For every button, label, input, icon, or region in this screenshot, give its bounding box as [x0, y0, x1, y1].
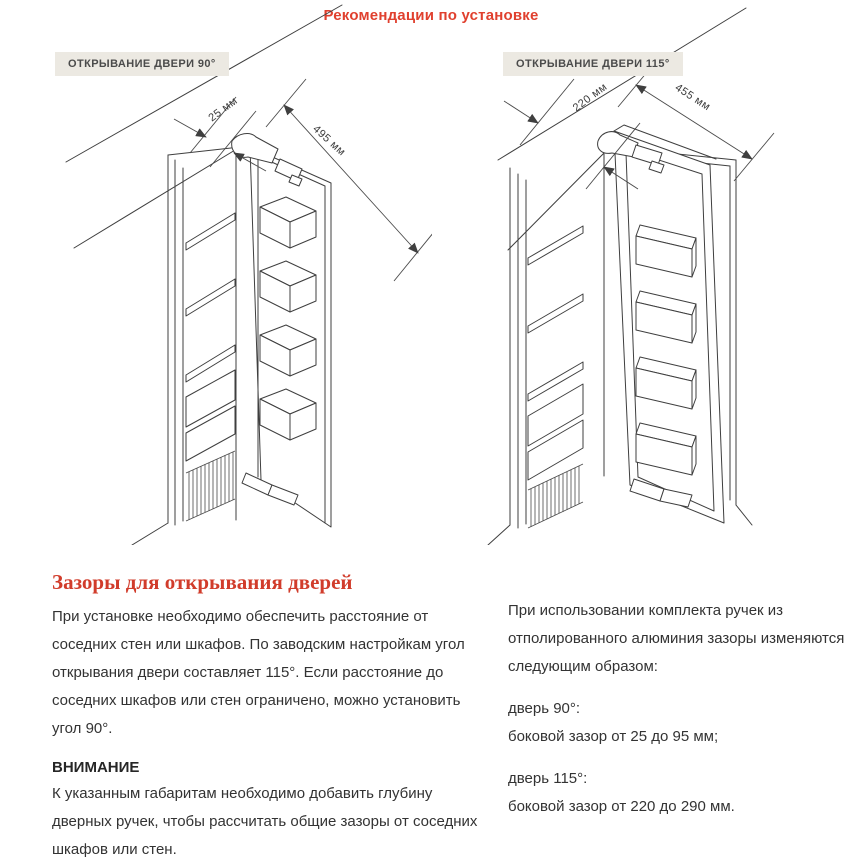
dimension-label-depth-115: 455 мм: [672, 81, 713, 114]
clearances-paragraph: При установке необходимо обеспечить расстояние от соседних стен или шкафов. По заводским настройкам угол открывания двери составляет 115°. Если расстояние до соседних шкафов или стен ограничено, можно установить угол 90°.: [52, 608, 465, 737]
door-open-115: [598, 125, 724, 523]
door-90-block: [508, 695, 854, 751]
door-115-block: [508, 765, 854, 821]
page-title: Рекомендации по установке: [323, 7, 539, 24]
shelves: [186, 213, 235, 382]
diagram-door-90-svg: [40, 0, 432, 545]
shelves: [528, 226, 583, 401]
clearances-section: [52, 570, 488, 864]
diagram-door-115: [486, 0, 862, 545]
door-90-clearance: боковой зазор от 25 до 95 мм;: [508, 728, 719, 745]
warning-title: ВНИМАНИЕ: [52, 759, 140, 776]
floor-edge: [488, 525, 510, 545]
ventilation-grille: [186, 451, 235, 521]
drawers: [528, 384, 583, 480]
door-open-90: [232, 134, 331, 527]
section-heading: Зазоры для открывания дверей: [52, 570, 353, 594]
cabinet-niche: [132, 147, 240, 545]
dimension-label-gap-115: 220 мм: [570, 80, 610, 115]
dimension-label-depth-90: 495 мм: [310, 123, 348, 159]
diagram-door-90: [40, 0, 432, 545]
figure-label-door-90: ОТКРЫВАНИЕ ДВЕРИ 90°: [55, 52, 229, 76]
door-115-clearance: боковой зазор от 220 до 290 мм.: [508, 798, 735, 815]
drawers: [186, 370, 235, 461]
figure-label-door-115: ОТКРЫВАНИЕ ДВЕРИ 115°: [503, 52, 683, 76]
dimension-label-gap-90: 25 мм: [206, 94, 240, 125]
ventilation-grille: [528, 464, 583, 528]
diagram-door-115-svg: [486, 0, 862, 545]
door-90-label: дверь 90°:: [508, 700, 581, 717]
door-115-label: дверь 115°:: [508, 770, 588, 787]
handles-note-section: [508, 597, 854, 821]
warning-text: К указанным габаритам необходимо добавить глубину дверных ручек, чтобы рассчитать общие зазоры от соседних шкафов или стен.: [52, 785, 478, 858]
floor-edge: [132, 523, 168, 545]
handles-intro: При использовании комплекта ручек из отполированного алюминия зазоры изменяются следующим образом:: [508, 602, 845, 675]
